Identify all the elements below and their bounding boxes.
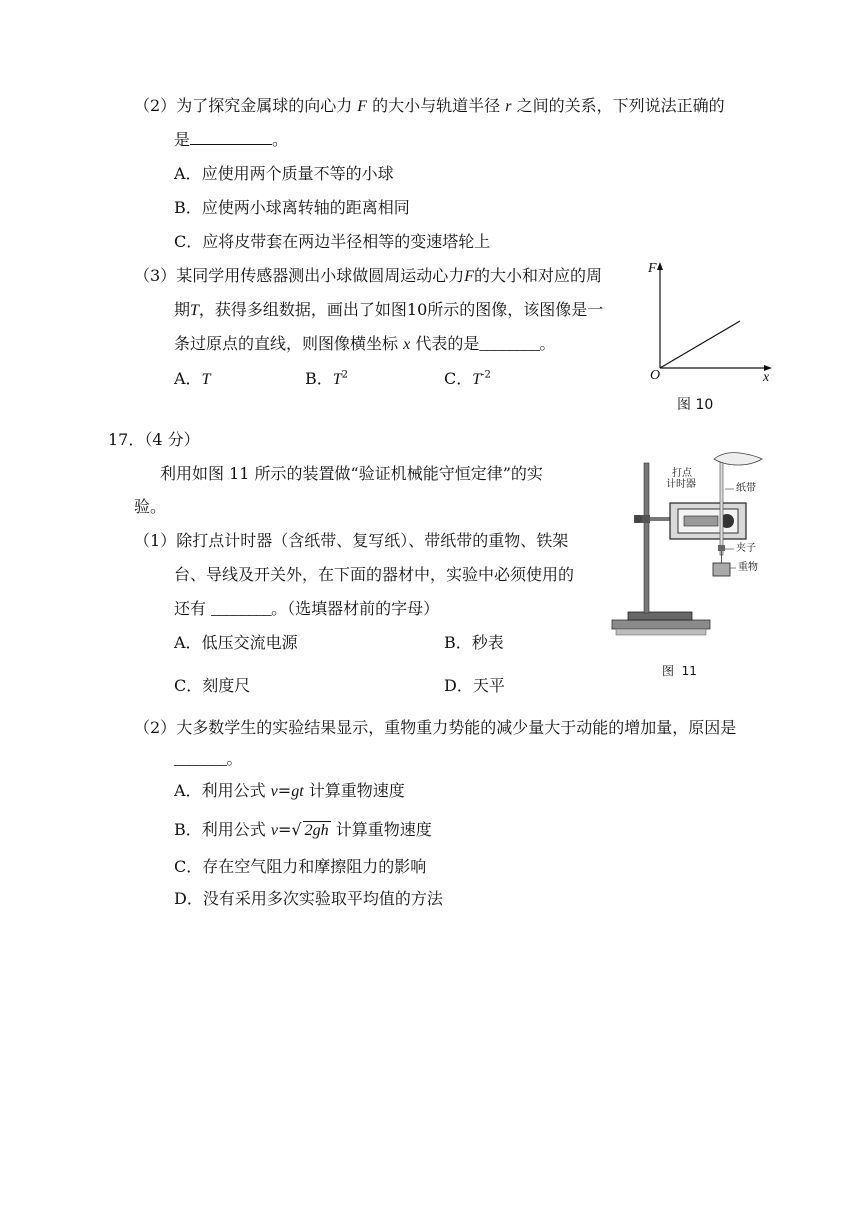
q17-p2-number: （2） [134, 718, 177, 737]
figure-10-caption: 图 10 [677, 397, 714, 413]
sqrt-symbol-icon: √ [291, 820, 302, 839]
q17-p2-line-2: _______。 [174, 749, 243, 768]
stand-pole [644, 463, 649, 613]
q3-option-b[interactable]: B．$T^2$ [305, 369, 349, 388]
paper-tape [720, 457, 723, 555]
q2-number: （2） [134, 96, 177, 115]
fig10-x-label: x [763, 370, 770, 385]
var-F: F [357, 98, 368, 115]
sqrt-expression: √ 2gh [291, 820, 329, 839]
q3-number: （3） [134, 266, 177, 285]
table-edge [616, 629, 706, 635]
q17-p1-line-3: 还有 ________。（选填器材前的字母） [174, 599, 440, 618]
answer-blank[interactable]: ________ [479, 336, 540, 353]
q3-stem-line-2: 期T，获得多组数据，画出了如图10所示的图像，该图像是一 [174, 300, 604, 319]
stand-base [628, 612, 692, 620]
fig10-origin-label: O [650, 368, 661, 383]
fig11-label-clip: 夹子 [736, 543, 756, 554]
q17-p2-option-a[interactable]: A．利用公式 v=gt 计算重物速度 [174, 781, 405, 800]
fig11-label-timer-2: 计时器 [666, 479, 696, 490]
q3-option-a[interactable]: A．T [174, 369, 211, 388]
fig11-label-weight: 重物 [738, 562, 758, 573]
q17-p1-option-c[interactable]: C．刻度尺 [174, 676, 251, 695]
weight-block [713, 563, 730, 576]
q17-header: 17．（4 分） [108, 430, 200, 449]
q17-p1-line-1: （1）除打点计时器（含纸带、复写纸）、带纸带的重物、铁架 [134, 531, 569, 550]
q17-p2-option-b[interactable]: B．利用公式 v=√ 2gh 计算重物速度 [174, 820, 432, 839]
q17-p2-option-d[interactable]: D．没有采用多次实验取平均值的方法 [174, 889, 443, 908]
q17-p1-option-a[interactable]: A．低压交流电源 [174, 633, 298, 652]
q17-p1-option-d[interactable]: D．天平 [444, 676, 505, 695]
figure-10-graph [640, 258, 780, 388]
q17-p1-number: （1） [134, 531, 177, 550]
q17-p2-line-1: （2）大多数学生的实验结果显示，重物重力势能的减少量大于动能的增加量，原因是 [134, 718, 737, 737]
q17-p1-option-b[interactable]: B．秒表 [444, 633, 504, 652]
answer-blank[interactable]: ________ [211, 601, 272, 618]
q17-p1-line-2: 台、导线及开关外，在下面的器材中，实验中必须使用的 [174, 565, 575, 584]
q2-option-c[interactable]: C．应将皮带套在两边半径相等的变速塔轮上 [174, 232, 491, 251]
proportional-line [660, 321, 740, 368]
q3-option-c[interactable]: C．$T^{-2}$ [444, 369, 491, 388]
var-r: r [505, 98, 512, 115]
q17-p2-option-c[interactable]: C．存在空气阻力和摩擦阻力的影响 [174, 857, 427, 876]
q2-option-b[interactable]: B．应使两小球离转轴的距离相同 [174, 198, 410, 217]
timer-coil [684, 516, 718, 526]
answer-blank[interactable] [190, 130, 272, 145]
y-axis-arrow-icon [657, 262, 663, 270]
q17-intro-line-1: 利用如图 11 所示的装置做“验证机械能守恒定律”的实 [160, 464, 543, 483]
figure-11-caption: 图 11 [662, 664, 697, 678]
clip [718, 545, 725, 551]
q3-stem-line-1: （3）某同学用传感器测出小球做圆周运动心力F的大小和对应的周 [134, 266, 602, 285]
q2-stem-line-2: 是 。 [174, 130, 289, 149]
table-top [612, 620, 710, 629]
q2-stem-line-1: （2）为了探究金属球的向心力 F 的大小与轨道半径 r 之间的关系，下列说法正确的 [134, 96, 725, 115]
fig11-label-tape: 纸带 [736, 483, 756, 494]
fig11-label-timer-1: 打点 [672, 468, 692, 479]
fig10-y-label: F [648, 261, 657, 276]
answer-blank[interactable]: _______ [174, 751, 227, 768]
clamp-screw-icon [634, 515, 642, 523]
q2-option-a[interactable]: A．应使用两个质量不等的小球 [174, 164, 394, 183]
q17-intro-line-2: 验。 [134, 497, 167, 516]
q3-stem-line-3: 条过原点的直线，则图像横坐标 x 代表的是________。 [174, 334, 556, 353]
